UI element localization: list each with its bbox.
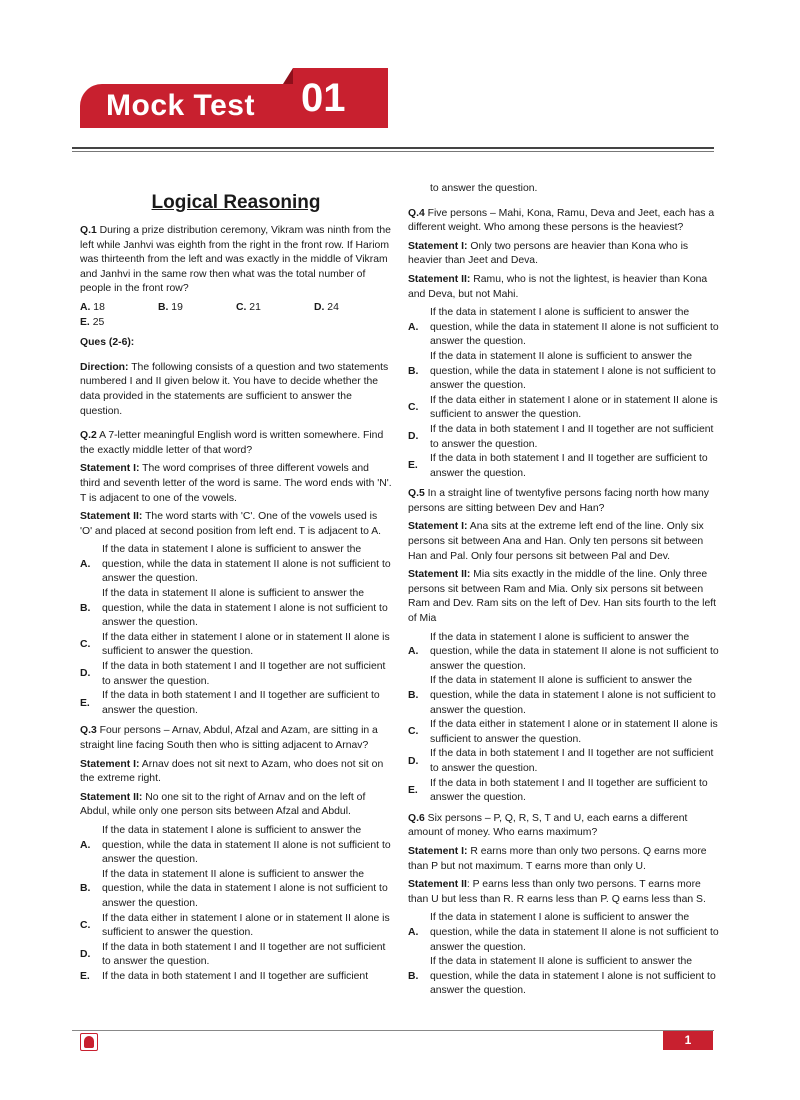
q1-options-row2 — [80, 316, 392, 331]
q1-option-a: A. 18 — [80, 301, 105, 313]
q3-statement-2: Statement II: No one sit to the right of Arnav and on the left of Abdul, while only one person sits between Afzal and Abdul. — [80, 791, 366, 818]
q6-option-a: A. If the data in statement I alone is sufficient to answer the question, while the data in statement II alone is not sufficient to answer the question. — [408, 912, 719, 953]
q2-option-a: A. If the data in statement I alone is sufficient to answer the question, while the data in statement II alone is not sufficient to answer the question. — [80, 544, 391, 585]
q1-options — [80, 301, 392, 316]
question-6: Q.6 Six persons – P, Q, R, S, T and U, each earns a different amount of money. Who earns maximum? — [408, 812, 688, 839]
q1-option-d: D. 24 — [314, 301, 339, 313]
ques-range: Ques (2-6): — [80, 337, 135, 349]
q3-option-b: B. If the data in statement II alone is sufficient to answer the question, while the data in statement I alone is not sufficient to answer the question. — [80, 868, 388, 909]
header-banner — [80, 68, 388, 128]
header-divider-thin — [72, 151, 714, 152]
q4-statement-2: Statement II: Ramu, who is not the lightest, is heavier than Kona and Deva, but not Mahi. — [408, 273, 708, 300]
banner-number-block — [293, 68, 388, 128]
q3-statement-1: Statement I: Arnav does not sit next to Azam, who does not sit on the extreme right. — [80, 758, 384, 785]
footer-divider — [72, 1030, 714, 1031]
right-column — [408, 182, 720, 999]
q1-option-e: E. 25 — [80, 316, 105, 328]
q5-statement-2: Statement II: Mia sits exactly in the middle of the line. Only three persons sit between Ram and Mia. Only six persons sit between Ram and Dev. Ram sits on the left of Dev. Han sits fourth to the left of Mia — [408, 569, 717, 625]
q1-option-c: C. 21 — [236, 301, 261, 313]
page-number: 1 — [663, 1031, 713, 1050]
question-4: Q.4 Five persons – Mahi, Kona, Ramu, Deva and Jeet, each has a different weight. Who among these persons is the heaviest? — [408, 207, 715, 234]
question-3: Q.3 Four persons – Arnav, Abdul, Afzal and Azam, are sitting in a straight line facing South then who is sitting adjacent to Arnav? — [80, 725, 378, 751]
q5-option-c: C. If the data either in statement I alone or in statement II alone is sufficient to answer the question. — [408, 719, 718, 745]
banner-title-block — [80, 84, 302, 128]
q2-option-b: B. If the data in statement II alone is sufficient to answer the question, while the data in statement I alone is not sufficient to answer the question. — [80, 588, 388, 629]
q6-statement-2: Statement II: P earns less than only two persons. T earns more than U but less than R. R earns less than P. Q earns less than S. — [408, 879, 706, 905]
publisher-logo-icon — [80, 1033, 98, 1051]
q2-option-d: D. If the data in both statement I and II together are not sufficient to answer the question. — [80, 661, 386, 687]
q2-option-c: C. If the data either in statement I alone or in statement II alone is sufficient to answer the question. — [80, 631, 390, 658]
q4-statement-1: Statement I: Only two persons are heavier than Kona who is heavier than Jeet and Deva. — [408, 240, 689, 267]
q1-option-b: B. 19 — [158, 301, 183, 313]
q4-option-c: C. If the data either in statement I alone or in statement II alone is sufficient to answer the question. — [408, 394, 718, 421]
q3-option-a: A. If the data in statement I alone is sufficient to answer the question, while the data in statement II alone is not sufficient to answer the question. — [80, 824, 391, 866]
question-2: Q.2 A 7-letter meaningful English word is written somewhere. Find the exactly middle letter of that word? — [80, 430, 384, 456]
q4-option-b: B. If the data in statement II alone is sufficient to answer the question, while the data in statement I alone is not sufficient to answer the question. — [408, 350, 716, 392]
q3-option-d: D. If the data in both statement I and II together are not sufficient to answer the question. — [80, 941, 386, 968]
q2-statement-1: Statement I: The word comprises of three different vowels and third and seventh letter of the word is same. The word ends with 'N'. T is adjacent to one of the vowels. — [80, 463, 392, 504]
q4-option-d: D. If the data in both statement I and II together are not sufficient to answer the question. — [408, 423, 714, 450]
direction: Direction: The following consists of a question and two statements numbered I and II given below it. You have to decide whether the data provided in the statements are sufficient to answer the question. — [80, 361, 389, 417]
q5-option-b: B. If the data in statement II alone is sufficient to answer the question, while the data in statement I alone is not sufficient to answer the question. — [408, 675, 716, 716]
q5-option-d: D. If the data in both statement I and II together are not sufficient to answer the question. — [408, 748, 714, 774]
left-column — [80, 190, 392, 985]
q2-option-e: E. If the data in both statement I and II together are sufficient to answer the question. — [80, 690, 380, 716]
q5-statement-1: Statement I: Ana sits at the extreme left end of the line. Only six persons sit between Ana and Han. Only ten persons sit between Han and Pal. Only four persons sit between Pal and Dev. — [408, 521, 704, 562]
question-1 — [80, 224, 392, 297]
q6-statement-1: Statement I: R earns more than only two persons. Q earns more than P but not maximum. T earns more than only U. — [408, 845, 707, 872]
header-divider — [72, 147, 714, 149]
banner-title: Mock Test — [106, 89, 255, 122]
q1-label: Q.1 — [80, 225, 97, 236]
banner-number: 01 — [301, 76, 346, 120]
q3-option-c: C. If the data either in statement I alone or in statement II alone is sufficient to answer the question. — [80, 912, 390, 939]
question-5: Q.5 In a straight line of twentyfive persons facing north how many persons are sitting between Dev and Han? — [408, 488, 709, 514]
q6-option-b: B. If the data in statement II alone is sufficient to answer the question, while the data in statement I alone is not sufficient to answer the question. — [408, 956, 716, 997]
q4-option-e: E. If the data in both statement I and II together are sufficient to answer the question. — [408, 453, 708, 479]
q5-option-e: E. If the data in both statement I and II together are sufficient to answer the question. — [408, 777, 708, 804]
q3-continuation: to answer the question. — [430, 183, 538, 194]
q3-option-e: E. If the data in both statement I and II together are sufficient — [80, 970, 369, 982]
q2-statement-2: Statement II: The word starts with 'C'. One of the vowels used is 'O' and placed at second position from left end. T is adjacent to A. — [80, 511, 382, 537]
q5-option-a: A. If the data in statement I alone is sufficient to answer the question, while the data in statement II alone is not sufficient to answer the question. — [408, 631, 719, 672]
q4-option-a: A. If the data in statement I alone is sufficient to answer the question, while the data in statement II alone is not sufficient to answer the question. — [408, 307, 719, 348]
section-title: Logical Reasoning — [151, 192, 321, 213]
q1-text: During a prize distribution ceremony, Vikram was ninth from the left while Janhvi was eighth from the right in the front row. If Hariom was thirteenth from the left and was exactly in the middle of Vikram and Janhvi in the same row then what was the total number of people in the front row? — [80, 225, 391, 295]
